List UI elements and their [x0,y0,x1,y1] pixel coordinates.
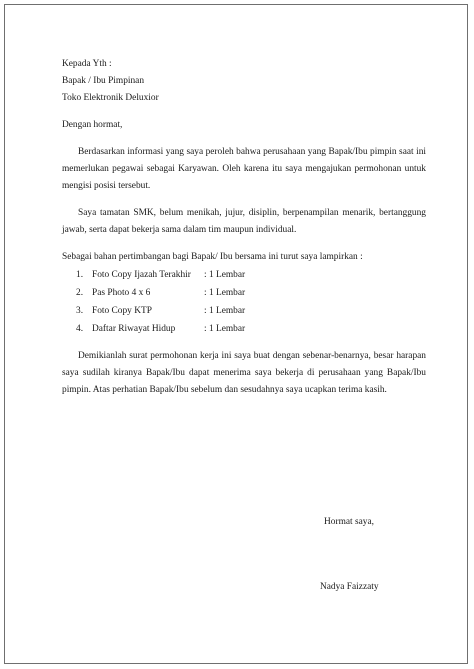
list-item [62,284,426,302]
attachment-number: 3. [76,306,84,316]
closing-paragraph: Demikianlah surat permohonan kerja ini saya buat dengan sebenar-benarnya, besar harapan saya sudilah kiranya Bapak/Ibu dapat menerima saya bekerja di perusahaan yang Bapak/Ibu pimpin. Atas perhatian Bapak/Ibu sebelum dan sesudahnya saya ucapkan terima kasih. [62,351,426,395]
attachments-intro: Sebagai bahan pertimbangan bagi Bapak/ Ibu bersama ini turut saya lampirkan : [62,252,363,262]
regards-text: Hormat saya, [324,517,374,527]
list-item [62,266,426,284]
list-item [62,302,426,320]
attachment-number: 4. [76,324,84,334]
attachment-quantity: : 1 Lembar [204,324,246,334]
attachment-item: Foto Copy KTP [92,306,152,316]
attachment-number: 1. [76,270,84,280]
letter-page [4,4,468,664]
recipient-company: Toko Elektronik Deluxior [62,93,159,103]
list-item [62,320,426,338]
recipient-block [62,56,426,107]
attachment-quantity: : 1 Lembar [204,270,246,280]
signatory-name: Nadya Faizzaty [320,582,379,592]
attachment-item: Daftar Riwayat Hidup [92,324,176,334]
greeting: Dengan hormat, [62,120,123,130]
attachment-item: Pas Photo 4 x 6 [92,288,151,298]
attachment-quantity: : 1 Lembar [204,306,246,316]
intro-paragraph: Berdasarkan informasi yang saya peroleh bahwa perusahaan yang Bapak/Ibu pimpin saat ini memerlukan pegawai sebagai Karyawan. Oleh karena itu saya mengajukan permohonan untuk mengisi posisi tersebut. [62,147,426,191]
attachment-number: 2. [76,288,84,298]
attachment-quantity: : 1 Lembar [204,288,246,298]
letter-body [62,56,426,592]
recipient-name: Bapak / Ibu Pimpinan [62,76,145,86]
attachment-item: Foto Copy Ijazah Terakhir [92,270,191,280]
profile-paragraph: Saya tamatan SMK, belum menikah, jujur, disiplin, berpenampilan menarik, bertanggung jawab, serta dapat bekerja sama dalam tim maupun individual. [62,208,426,235]
attachments-list [62,266,426,338]
recipient-salutation: Kepada Yth : [62,59,112,69]
